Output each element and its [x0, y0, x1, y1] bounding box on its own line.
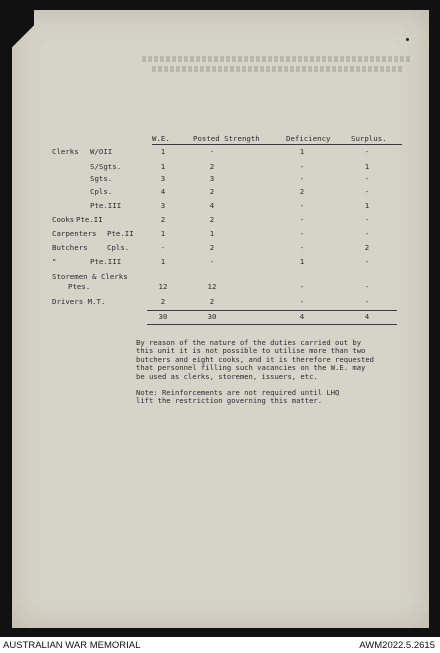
- total-deficiency: 4: [299, 312, 305, 321]
- cell-deficiency: -: [299, 297, 305, 306]
- row-rank-label: Cpls.: [90, 187, 113, 196]
- cell-deficiency: -: [299, 243, 305, 252]
- cell-posted: 3: [209, 174, 215, 183]
- row-group-label: Carpenters: [52, 229, 97, 238]
- row-rank-label: Pte.II: [76, 215, 103, 224]
- cell-deficiency: 2: [299, 187, 305, 196]
- cell-surplus: -: [364, 282, 370, 291]
- cell-posted: 2: [209, 187, 215, 196]
- cell-surplus: -: [364, 187, 370, 196]
- cell-posted: -: [209, 147, 215, 156]
- cell-posted: 2: [209, 215, 215, 224]
- header-rule: [152, 144, 402, 145]
- header-we: W.E.: [152, 134, 170, 143]
- row-group-label: Storemen & Clerks: [52, 272, 128, 281]
- row-group-label: Clerks: [52, 147, 79, 156]
- faint-show-through-line: [142, 56, 412, 62]
- cell-we: 1: [160, 257, 166, 266]
- cell-deficiency: -: [299, 162, 305, 171]
- row-rank-label: W/OII: [90, 147, 113, 156]
- cell-posted: 2: [209, 297, 215, 306]
- cell-surplus: 1: [364, 201, 370, 210]
- cell-posted: 2: [209, 243, 215, 252]
- header-posted-strength: Posted Strength: [193, 134, 260, 143]
- cell-deficiency: 1: [299, 257, 305, 266]
- row-rank-label: Pte.III: [90, 257, 122, 266]
- punch-hole: [406, 38, 409, 41]
- cell-posted: 12: [207, 282, 217, 291]
- document-page: [12, 10, 429, 628]
- cell-surplus: -: [364, 174, 370, 183]
- faint-show-through-line: [152, 66, 402, 72]
- footer-accession-number: AWM2022.5.2615: [359, 640, 435, 651]
- totals-rule-top: [147, 310, 397, 311]
- cell-we: 3: [160, 174, 166, 183]
- cell-posted: -: [209, 257, 215, 266]
- cell-posted: 1: [209, 229, 215, 238]
- cell-we: 1: [160, 162, 166, 171]
- row-group-label: Cooks: [52, 215, 75, 224]
- cell-surplus: 2: [364, 243, 370, 252]
- cell-surplus: -: [364, 257, 370, 266]
- footer-bar: [0, 637, 440, 653]
- cell-we: 4: [160, 187, 166, 196]
- row-rank-label: Pte.III: [90, 201, 122, 210]
- cell-we: 3: [160, 201, 166, 210]
- row-group-label: ": [52, 257, 57, 266]
- note-paragraph: Note: Reinforcements are not required until LHQ lift the restriction governing this matter.: [136, 388, 340, 406]
- row-rank-label: Cpls.: [107, 243, 130, 252]
- total-posted: 30: [207, 312, 217, 321]
- row-rank-label: Ptes.: [68, 282, 91, 291]
- total-we: 30: [158, 312, 168, 321]
- cell-deficiency: -: [299, 229, 305, 238]
- cell-posted: 4: [209, 201, 215, 210]
- cell-we: 2: [160, 297, 166, 306]
- total-surplus: 4: [364, 312, 370, 321]
- cell-surplus: 1: [364, 162, 370, 171]
- row-rank-label: Pte.II: [107, 229, 134, 238]
- cell-we: 1: [160, 147, 166, 156]
- cell-deficiency: -: [299, 174, 305, 183]
- cell-we: 1: [160, 229, 166, 238]
- cell-surplus: -: [364, 229, 370, 238]
- cell-deficiency: -: [299, 201, 305, 210]
- request-paragraph: By reason of the nature of the duties carried out by this unit it is not possible to utilise more than two butchers and eight cooks, and it is therefore requested that personnel filling such vacancies on the W.E. may be used as clerks, storemen, issuers, etc.: [136, 338, 374, 381]
- cell-surplus: -: [364, 147, 370, 156]
- header-deficiency: Deficiency: [286, 134, 331, 143]
- cell-posted: 2: [209, 162, 215, 171]
- cell-we: 2: [160, 215, 166, 224]
- footer-institution: AUSTRALIAN WAR MEMORIAL: [3, 640, 141, 651]
- row-rank-label: S/Sgts.: [90, 162, 122, 171]
- cell-deficiency: -: [299, 282, 305, 291]
- cell-surplus: -: [364, 297, 370, 306]
- cell-deficiency: 1: [299, 147, 305, 156]
- header-surplus: Surplus.: [351, 134, 387, 143]
- row-rank-label: Sgts.: [90, 174, 113, 183]
- cell-we: 12: [158, 282, 168, 291]
- cell-we: -: [160, 243, 166, 252]
- row-group-label: Butchers: [52, 243, 88, 252]
- row-group-label: Drivers M.T.: [52, 297, 106, 306]
- totals-rule-bottom: [147, 324, 397, 325]
- cell-surplus: -: [364, 215, 370, 224]
- cell-deficiency: -: [299, 215, 305, 224]
